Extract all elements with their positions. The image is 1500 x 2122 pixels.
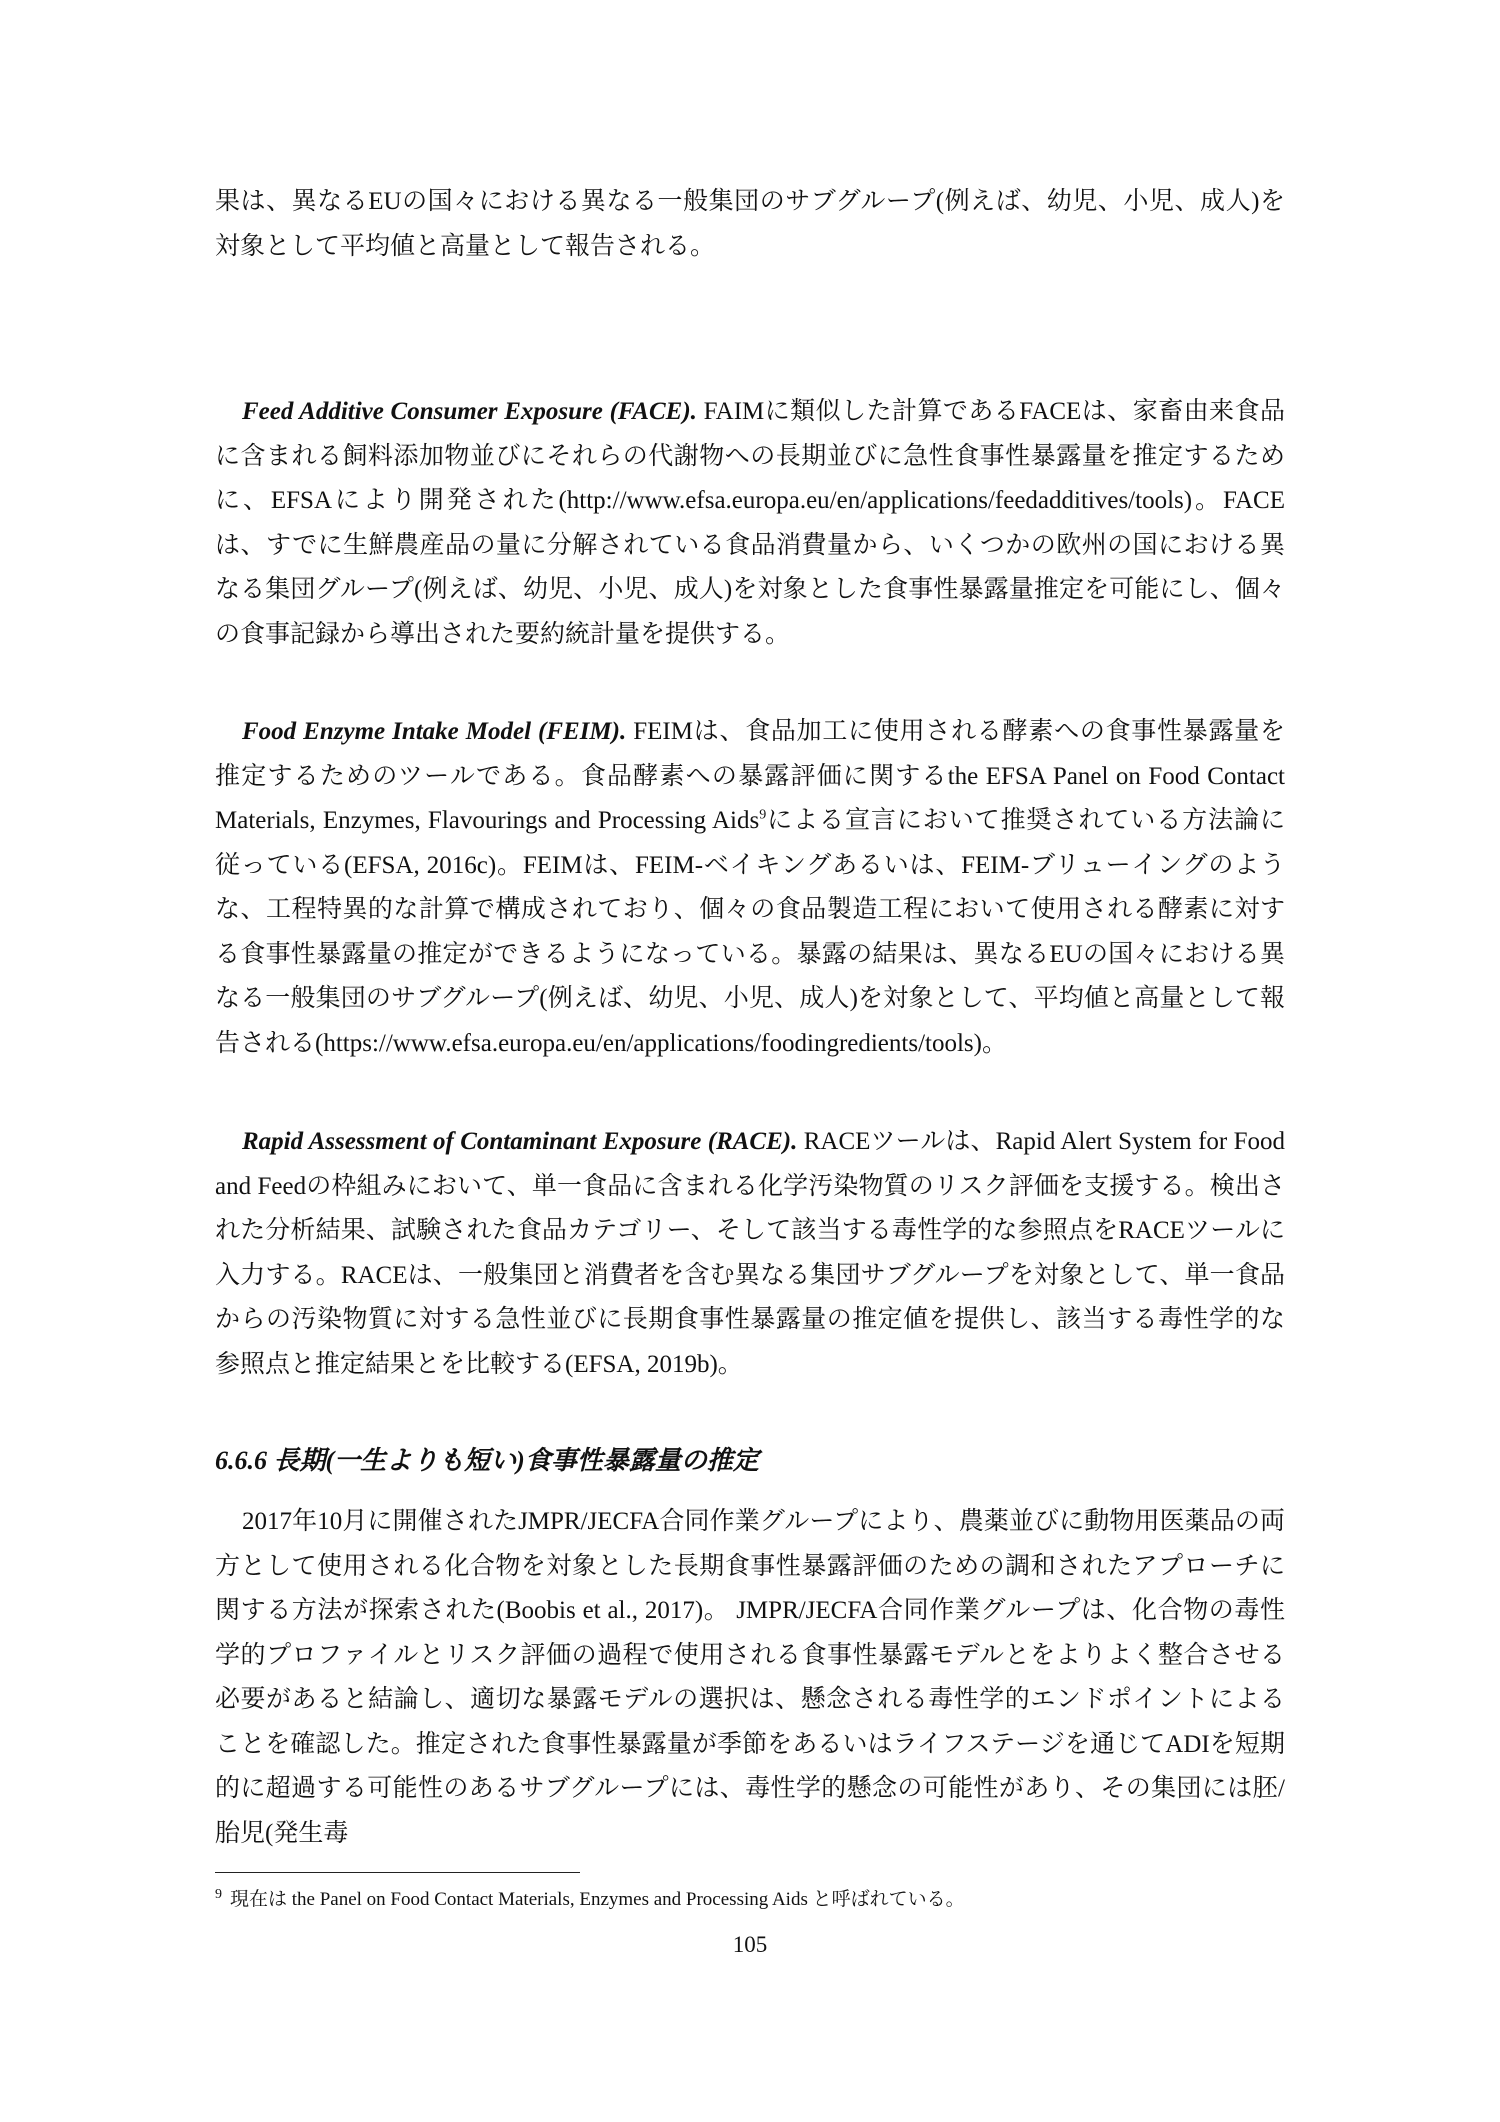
section-body-paragraph: 2017年10月に開催されたJMPR/JECFA合同作業グループにより、農薬並びに動物用医薬品の両方として使用される化合物を対象とした長期食事性暴露評価のための調和されたアプローチに関する方法が探索された(Boobis et al., 2017)。 JMPR/JECFA合同作業グループは、化合物の毒性学的プロファイルとリスク評価の過程で使用される食事性暴露モデルとをよりよく整合させる必要があると結論し、適切な暴露モデルの選択は、懸念される毒性学的エンドポイントによることを確認した。推定された食事性暴露量が季節をあるいはライフステージを通じてADIを短期的に超過する可能性のあるサブグループには、毒性学的懸念の可能性があり、その集団には胚/胎児(発生毒	[215, 1508, 1285, 1847]
intro-continuation-paragraph: 果は、異なるEUの国々における異なる一般集団のサブグループ(例えば、幼児、小児、成人)を対象として平均値と高量として報告される。	[215, 188, 1285, 260]
footnote-text: 現在は the Panel on Food Contact Materials, Enzymes and Processing Aids と呼ばれている。	[230, 1889, 965, 1910]
face-paragraph	[215, 390, 1285, 657]
race-lead-title: Rapid Assessment of Contaminant Exposure (RACE).	[242, 1128, 798, 1155]
footnote-divider	[215, 1872, 580, 1873]
body-text-block-top	[215, 180, 1285, 269]
feim-section	[215, 710, 1285, 1066]
footnote-reference-marker[interactable]: 9	[759, 807, 767, 823]
feim-body-part1: FEIMは、食品加工に使用される酵素への食事性暴露量を推定するためのツールである。食品酵素への暴露評価に関するthe EFSA Panel on Food Contact Materials, Enzymes, Flavourings and Processing Aids	[215, 718, 1286, 834]
face-lead-title: Feed Additive Consumer Exposure (FACE).	[242, 398, 697, 425]
race-paragraph	[215, 1120, 1285, 1387]
race-section	[215, 1120, 1285, 1387]
page-number: 105	[732, 1932, 768, 1957]
face-body: FAIMに類似した計算であるFACEは、家畜由来食品に含まれる飼料添加物並びにそれらの代謝物への長期並びに急性食事性暴露量を推定するために、EFSAにより開発された(http://www.efsa.europa.eu/en/applications/feedadditives/tools)。FACEは、すでに生鮮農産品の量に分解されている食品消費量から、いくつかの欧州の国における異なる集団グループ(例えば、幼児、小児、成人)を対象とした食事性暴露量推定を可能にし、個々の食事記録から導出された要約統計量を提供する。	[215, 398, 1285, 648]
footnote	[215, 1885, 1285, 1915]
feim-paragraph	[215, 710, 1285, 1066]
race-body: RACEツールは、Rapid Alert System for Food and Feedの枠組みにおいて、単一食品に含まれる化学汚染物質のリスク評価を支援する。検出された分析結果、試験された食品カテゴリー、そして該当する毒性学的な参照点をRACEツールに入力する。RACEは、一般集団と消費者を含む異なる集団サブグループを対象として、単一食品からの汚染物質に対する急性並びに長期食事性暴露量の推定値を提供し、該当する毒性学的な参照点と推定結果とを比較する(EFSA, 2019b)。	[215, 1128, 1285, 1378]
section-heading: 6.6.6 長期(一生よりも短い)食事性暴露量の推定	[215, 1446, 759, 1475]
footnote-number: 9	[215, 1886, 222, 1902]
section-body-block	[215, 1500, 1285, 1856]
feim-body-part2: による宣言において推奨されている方法論に従っている(EFSA, 2016c)。FEIMは、FEIM-ベイキングあるいは、FEIM-ブリューイングのような、工程特異的な計算で構成されており、個々の食品製造工程において使用される酵素に対する食事性暴露量の推定ができるようになっている。暴露の結果は、異なるEUの国々における異なる一般集団のサブグループ(例えば、幼児、小児、成人)を対象として、平均値と高量として報告される(https://www.efsa.europa.eu/en/applications/foodingredients/tools)。	[215, 807, 1285, 1057]
face-section	[215, 390, 1285, 657]
feim-lead-title: Food Enzyme Intake Model (FEIM).	[242, 718, 627, 745]
